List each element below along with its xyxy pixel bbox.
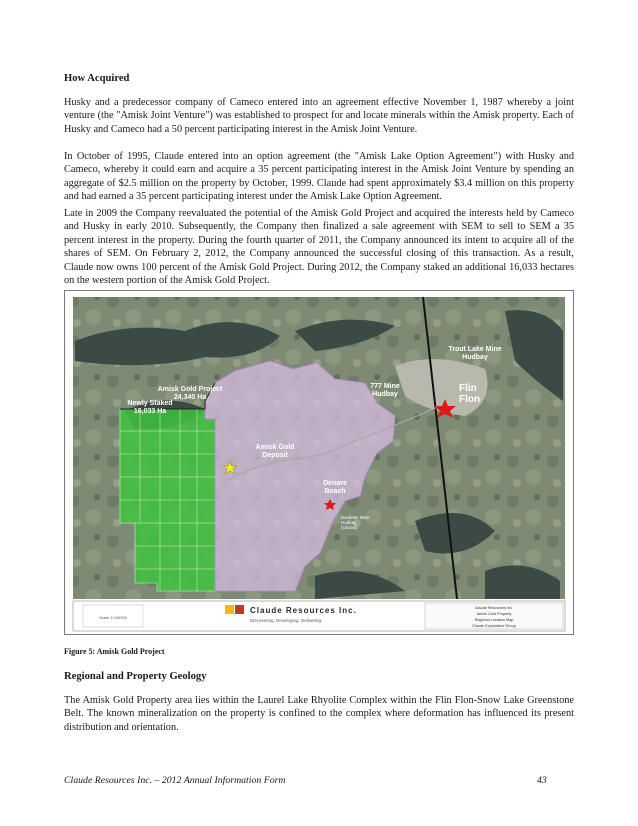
label-bootlake: Bootlake Mine [341,515,370,520]
label-flin: Flin [459,383,477,394]
figure-caption: Figure 5: Amisk Gold Project [64,647,165,656]
map-svg [65,291,573,634]
label-flon: Flon [459,394,481,405]
label-staked-area: 16,033 Ha [133,408,167,415]
paragraph-acquisition: Late in 2009 the Company reevaluated the potential of the Amisk Gold Project and acquired the interests held by Cameco and Husky in early 2010. Subsequently, the Company then finalized a sale agreement with SEM to sell to SEM a 35 percent interest in the property. During the fourth quarter of 2011, the Company announced its intent to acquire all of the shares of SEM. On February 2, 2012, the Company announced the successful closing of this transaction. As a result, Claude now owns 100 percent of the Amisk Gold Project. During 2012, the Company staked an additional 16,033 hectares on the western portion of the Amisk Gold Project. [64,208,574,287]
label-777-mine: 777 Mine [370,383,400,390]
label-bootlake-2: Hudbay [341,520,357,525]
info-line-3: Regional Location Map [474,618,514,622]
logo-text: Claude Resources Inc. [250,606,357,615]
footer-document-title: Claude Resources Inc. – 2012 Annual Information Form [64,775,286,786]
paragraph-geology: The Amisk Gold Property area lies within the Laurel Lake Rhyolite Complex within the Flin Flon-Snow Lake Greenstone Belt. The known mineralization on the property is confined to the complex where deformation has influenced its present distribution and orientation. [64,695,574,733]
label-deposit-2: Deposit [262,452,288,459]
label-777-mine-2: Hudbay [372,391,398,398]
footer-page-number: 43 [537,775,547,786]
label-bootlake-3: (closed) [341,525,358,530]
label-project-area: 24,340 Ha [173,394,207,401]
scale-text: Scale 1:100000 [99,615,127,620]
paragraph-joint-venture: Husky and a predecessor company of Cameco entered into an agreement effective November 1, 1987 whereby a joint venture (the "Amisk Joint Venture") was established to prospect for and locate minerals within the Amisk property. Each of Husky and Cameco had a 50 percent participating interest in the Amisk Joint Venture. [64,97,574,135]
label-project: Amisk Gold Project [157,386,223,393]
label-trout-lake-2: Hudbay [462,354,488,361]
info-line-2: Amisk Gold Property [476,612,512,616]
logo-tagline: Discovering. Developing. Delivering. [250,618,323,623]
amisk-gold-project-map [64,290,574,635]
paragraph-option-agreement: In October of 1995, Claude entered into an option agreement (the "Amisk Lake Option Agreement") with Husky and Cameco, whereby it could earn and acquire a 35 percent participating interest in the Amisk Joint Venture by spending an aggregate of $2.5 million on the property by October, 1999. Claude had spent approximately $3.4 million on this property and had earned a 35 percent participating interest under the Amisk Lake Option Agreement. [64,151,574,203]
label-deposit: Amisk Gold [255,444,295,451]
label-trout-lake: Trout Lake Mine [448,346,502,353]
section-heading-how-acquired: How Acquired [64,73,130,84]
info-line-4: Claude Exploration Group [472,624,516,628]
label-newly-staked: Newly Staked [127,400,173,407]
section-heading-geology: Regional and Property Geology [64,671,207,682]
info-line-1: Claude Resources Inc. [474,606,514,610]
label-denare: Denare [323,480,347,487]
label-beach: Beach [324,488,346,495]
